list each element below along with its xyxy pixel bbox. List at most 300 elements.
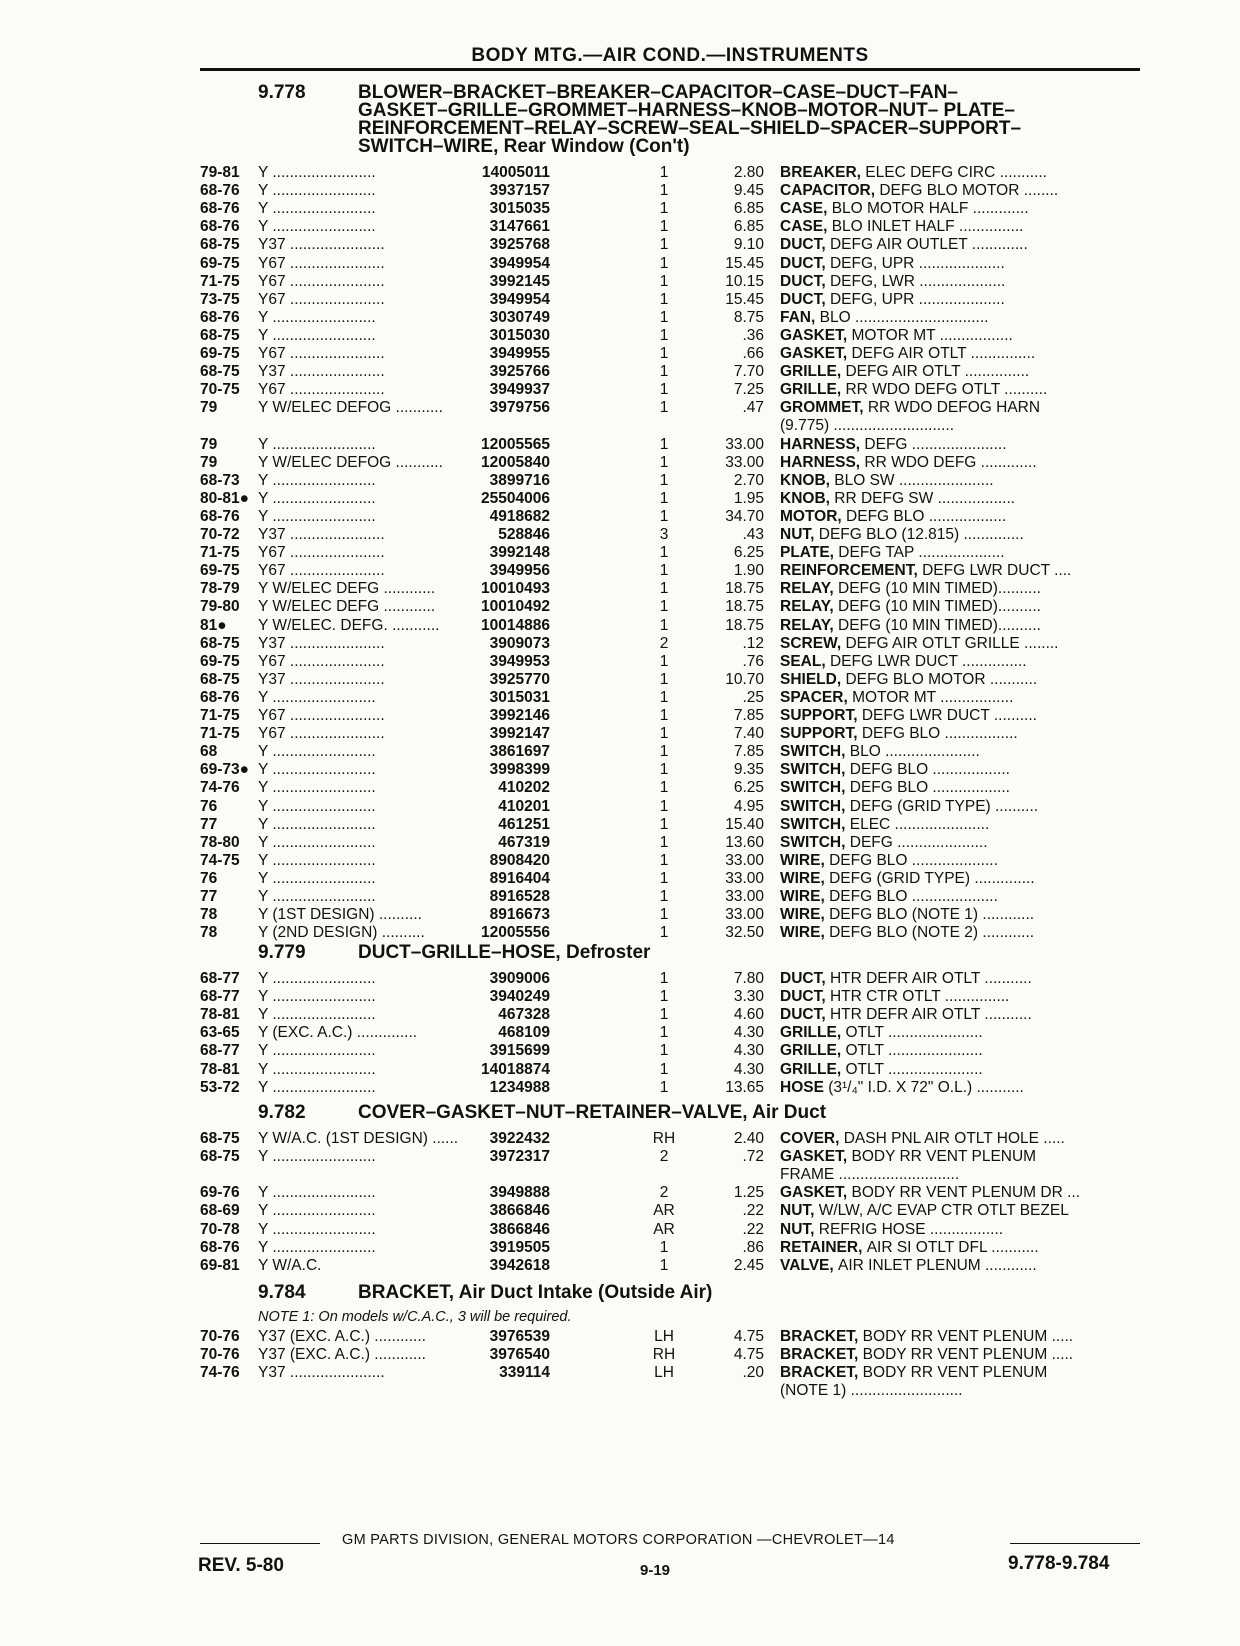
- part-number: 3015030: [489, 326, 550, 344]
- part-number: 3976539: [489, 1328, 550, 1345]
- part-number: 410201: [498, 797, 550, 815]
- quantity: 2: [659, 1184, 669, 1202]
- part-row: [200, 706, 1140, 725]
- quantity: 1: [659, 1060, 669, 1078]
- model-years: 79-80: [200, 598, 240, 616]
- description: GRILLE, OTLT ......................: [780, 1024, 983, 1042]
- description: WIRE, DEFG (GRID TYPE) ..............: [780, 869, 1035, 887]
- part-row: [200, 272, 1140, 291]
- description: SWITCH, ELEC ......................: [780, 815, 990, 833]
- part-number: 14005011: [481, 164, 550, 181]
- part-row: [200, 1256, 1140, 1275]
- model-years: 70-75: [200, 381, 240, 399]
- model-code: Y ........................: [258, 743, 376, 761]
- model-years: 68-76: [200, 200, 240, 218]
- price: .22: [742, 1220, 764, 1238]
- description: SEAL, DEFG LWR DUCT ...............: [780, 652, 1027, 670]
- model-years: 63-65: [200, 1024, 240, 1042]
- part-number: 3949888: [489, 1184, 550, 1202]
- description: VALVE, AIR INLET PLENUM ............: [780, 1256, 1037, 1274]
- model-years: 76: [200, 797, 218, 815]
- part-row: [200, 1165, 1140, 1184]
- model-code: Y67 ......................: [258, 381, 385, 399]
- price: 33.00: [725, 435, 764, 453]
- description: BRACKET, BODY RR VENT PLENUM: [780, 1364, 1048, 1382]
- part-row: [200, 199, 1140, 218]
- model-code: Y ........................: [258, 1006, 376, 1024]
- model-code: Y ........................: [258, 988, 376, 1006]
- description: DUCT, DEFG AIR OUTLET .............: [780, 236, 1028, 254]
- part-number: 3949955: [489, 345, 550, 362]
- part-number: 3992147: [489, 725, 550, 743]
- model-years: 68-75: [200, 670, 240, 688]
- model-code: Y ........................: [258, 182, 376, 200]
- part-number: 3949954: [489, 290, 550, 308]
- model-code: Y ........................: [258, 1238, 376, 1256]
- section-title-line: BRACKET, Air Duct Intake (Outside Air): [358, 1282, 713, 1303]
- model-code: Y67 ......................: [258, 290, 385, 308]
- price: 13.60: [725, 833, 764, 851]
- description: PLATE, DEFG TAP ....................: [780, 544, 1005, 562]
- part-row: [200, 1129, 1140, 1148]
- section-note: NOTE 1: On models w/C.A.C., 3 will be required.: [258, 1309, 572, 1325]
- description: DUCT, HTR CTR OTLT ...............: [780, 988, 1010, 1006]
- price: 8.75: [733, 308, 764, 326]
- part-number: 25504006: [481, 489, 550, 507]
- part-number: 3922432: [489, 1130, 550, 1147]
- part-row: [200, 362, 1140, 381]
- quantity: RH: [652, 1130, 676, 1147]
- model-code: Y ........................: [258, 1202, 376, 1220]
- quantity: 1: [659, 164, 669, 181]
- section-number: 9.778: [258, 82, 306, 103]
- model-code: Y ........................: [258, 869, 376, 887]
- section-title-line: GASKET–GRILLE–GROMMET–HARNESS–KNOB–MOTOR–NUT– PLATE–: [358, 100, 1015, 121]
- description: GASKET, MOTOR MT .................: [780, 326, 1013, 344]
- description: WIRE, DEFG BLO (NOTE 2) ............: [780, 924, 1035, 942]
- model-code: Y ........................: [258, 1184, 376, 1202]
- description: WIRE, DEFG BLO ....................: [780, 888, 998, 905]
- model-years: 68-77: [200, 1042, 240, 1060]
- quantity: 1: [659, 254, 669, 272]
- part-number: 3015031: [489, 688, 550, 706]
- description: KNOB, BLO SW ......................: [780, 471, 994, 489]
- model-code: Y67 ......................: [258, 652, 385, 670]
- price: 7.40: [733, 725, 764, 743]
- price: 18.75: [725, 598, 764, 616]
- part-number: 3992146: [489, 707, 550, 724]
- part-row: [200, 1381, 1140, 1400]
- description: HOSE (3¹/₄" I.D. X 72" O.L.) ...........: [780, 1078, 1024, 1096]
- model-years: 69-73●: [200, 761, 250, 779]
- model-code: Y67 ......................: [258, 254, 385, 272]
- price: .47: [742, 399, 764, 417]
- quantity: 1: [659, 562, 669, 580]
- price: 4.95: [733, 797, 764, 815]
- model-code: Y ........................: [258, 1042, 376, 1060]
- price: 2.70: [733, 471, 764, 489]
- model-code: Y ........................: [258, 164, 376, 181]
- description: REINFORCEMENT, DEFG LWR DUCT ....: [780, 562, 1072, 580]
- price: 1.25: [733, 1184, 764, 1202]
- description: WIRE, DEFG BLO ....................: [780, 851, 998, 869]
- description: BRACKET, BODY RR VENT PLENUM .....: [780, 1328, 1074, 1345]
- part-number: 14018874: [481, 1060, 550, 1078]
- section-title-line: DUCT–GRILLE–HOSE, Defroster: [358, 942, 651, 963]
- price: 15.45: [725, 290, 764, 308]
- quantity: 1: [659, 670, 669, 688]
- quantity: 1: [659, 1078, 669, 1096]
- model-years: 70-76: [200, 1328, 240, 1345]
- price: 10.15: [725, 272, 764, 290]
- model-code: Y67 ......................: [258, 725, 385, 743]
- part-row: [200, 634, 1140, 653]
- description: COVER, DASH PNL AIR OTLT HOLE .....: [780, 1130, 1065, 1147]
- model-years: 53-72: [200, 1078, 240, 1096]
- part-row: [200, 597, 1140, 616]
- part-row: [200, 579, 1140, 598]
- model-years: 69-76: [200, 1184, 240, 1202]
- model-code: Y ........................: [258, 688, 376, 706]
- model-code: Y67 ......................: [258, 562, 385, 580]
- model-code: Y ........................: [258, 326, 376, 344]
- price: 6.25: [733, 779, 764, 797]
- model-code: Y67 ......................: [258, 707, 385, 724]
- quantity: 1: [659, 743, 669, 761]
- part-row: [200, 1220, 1140, 1239]
- part-row: [200, 326, 1140, 345]
- quantity: 1: [659, 489, 669, 507]
- price: 18.75: [725, 616, 764, 634]
- description: SWITCH, DEFG .....................: [780, 833, 988, 851]
- part-number: 3992145: [489, 272, 550, 290]
- model-years: 68-75: [200, 1130, 240, 1147]
- part-number: 10014886: [481, 616, 550, 634]
- price: 33.00: [725, 453, 764, 471]
- quantity: 1: [659, 290, 669, 308]
- price: 33.00: [725, 906, 764, 924]
- description: SCREW, DEFG AIR OTLT GRILLE ........: [780, 634, 1059, 652]
- part-number: 468109: [498, 1024, 550, 1042]
- model-years: 68-75: [200, 363, 240, 381]
- part-row: [200, 797, 1140, 816]
- model-code: Y ........................: [258, 308, 376, 326]
- quantity: 1: [659, 580, 669, 598]
- quantity: 1: [659, 688, 669, 706]
- quantity: AR: [653, 1220, 675, 1238]
- price: .76: [742, 652, 764, 670]
- quantity: 1: [659, 707, 669, 724]
- quantity: 1: [659, 616, 669, 634]
- description: KNOB, RR DEFG SW ..................: [780, 489, 1016, 507]
- part-row: [200, 507, 1140, 526]
- quantity: LH: [654, 1364, 674, 1382]
- price: 4.30: [733, 1024, 764, 1042]
- quantity: 1: [659, 833, 669, 851]
- part-row: [200, 1060, 1140, 1079]
- price: 2.80: [733, 164, 764, 181]
- price: 7.85: [733, 707, 764, 724]
- description: SWITCH, BLO ......................: [780, 743, 980, 761]
- model-years: 69-75: [200, 562, 240, 580]
- part-row: [200, 471, 1140, 490]
- model-years: 71-75: [200, 544, 240, 562]
- part-number: 3030749: [489, 308, 550, 326]
- description: RETAINER, AIR SI OTLT DFL ...........: [780, 1238, 1039, 1256]
- description: (9.775) ............................: [780, 417, 954, 435]
- part-row: [200, 453, 1140, 472]
- description: CASE, BLO INLET HALF ...............: [780, 218, 1024, 236]
- description: DUCT, DEFG, UPR ....................: [780, 290, 1005, 308]
- part-row: [200, 616, 1140, 635]
- model-code: Y ........................: [258, 1078, 376, 1096]
- model-years: 79: [200, 399, 218, 417]
- model-years: 73-75: [200, 290, 240, 308]
- price: 18.75: [725, 580, 764, 598]
- model-code: Y ........................: [258, 1148, 376, 1166]
- price: .22: [742, 1202, 764, 1220]
- price: 15.40: [725, 815, 764, 833]
- section-number: 9.784: [258, 1282, 306, 1303]
- part-number: 8916673: [489, 906, 550, 924]
- price: 7.80: [733, 970, 764, 987]
- part-row: [200, 652, 1140, 671]
- part-row: [200, 923, 1140, 942]
- description: SWITCH, DEFG BLO ..................: [780, 779, 1010, 797]
- quantity: 1: [659, 544, 669, 562]
- quantity: 1: [659, 1006, 669, 1024]
- part-number: 3949937: [489, 381, 550, 399]
- model-code: Y (2ND DESIGN) ..........: [258, 924, 425, 942]
- description: NUT, W/LW, A/C EVAP CTR OTLT BEZEL: [780, 1202, 1069, 1220]
- part-row: [200, 1238, 1140, 1257]
- model-years: 79: [200, 435, 218, 453]
- description: SWITCH, DEFG BLO ..................: [780, 761, 1010, 779]
- part-number: 3919505: [489, 1238, 550, 1256]
- description: DUCT, DEFG, LWR ....................: [780, 272, 1006, 290]
- price: 10.70: [725, 670, 764, 688]
- quantity: 1: [659, 236, 669, 254]
- quantity: 1: [659, 888, 669, 905]
- part-number: 8908420: [489, 851, 550, 869]
- price: 4.60: [733, 1006, 764, 1024]
- part-number: 10010492: [481, 598, 550, 616]
- part-row: [200, 1345, 1140, 1364]
- quantity: 1: [659, 1238, 669, 1256]
- description: FRAME ............................: [780, 1166, 960, 1184]
- model-code: Y ........................: [258, 833, 376, 851]
- quantity: 1: [659, 988, 669, 1006]
- quantity: 1: [659, 453, 669, 471]
- model-code: Y ........................: [258, 435, 376, 453]
- model-years: 68-75: [200, 326, 240, 344]
- quantity: 1: [659, 815, 669, 833]
- model-years: 71-75: [200, 725, 240, 743]
- part-row: [200, 778, 1140, 797]
- quantity: 1: [659, 598, 669, 616]
- model-years: 68-76: [200, 507, 240, 525]
- model-code: Y ........................: [258, 489, 376, 507]
- part-number: 3866846: [489, 1220, 550, 1238]
- section-title-line: COVER–GASKET–NUT–RETAINER–VALVE, Air Duct: [358, 1102, 827, 1123]
- model-years: 77: [200, 815, 218, 833]
- quantity: AR: [653, 1202, 675, 1220]
- price: 13.65: [725, 1078, 764, 1096]
- model-code: Y ........................: [258, 851, 376, 869]
- part-number: 3937157: [489, 182, 550, 200]
- quantity: 1: [659, 218, 669, 236]
- description: (NOTE 1) ..........................: [780, 1382, 963, 1400]
- part-number: 3992148: [489, 544, 550, 562]
- part-number: 3915699: [489, 1042, 550, 1060]
- model-code: Y W/A.C. (1ST DESIGN) ......: [258, 1130, 459, 1147]
- part-row: [200, 525, 1140, 544]
- model-code: Y ........................: [258, 970, 376, 987]
- description: MOTOR, DEFG BLO ..................: [780, 507, 1007, 525]
- footer-rule-right: [1010, 1543, 1140, 1544]
- model-code: Y ........................: [258, 507, 376, 525]
- model-years: 68-75: [200, 634, 240, 652]
- price: .66: [742, 345, 764, 362]
- price: 7.85: [733, 743, 764, 761]
- model-code: Y ........................: [258, 218, 376, 236]
- price: .12: [742, 634, 764, 652]
- price: 9.45: [733, 182, 764, 200]
- part-number: 467319: [498, 833, 550, 851]
- model-years: 68-77: [200, 970, 240, 987]
- description: GRILLE, OTLT ......................: [780, 1060, 983, 1078]
- price: .25: [742, 688, 764, 706]
- model-years: 80-81●: [200, 489, 250, 507]
- description: NUT, REFRIG HOSE .................: [780, 1220, 1004, 1238]
- model-years: 68: [200, 743, 218, 761]
- part-number: 8916528: [489, 888, 550, 905]
- part-number: 3942618: [489, 1256, 550, 1274]
- model-years: 68-69: [200, 1202, 240, 1220]
- section-title-line: BLOWER–BRACKET–BREAKER–CAPACITOR–CASE–DUCT–FAN–: [358, 82, 958, 103]
- part-number: 3972317: [489, 1148, 550, 1166]
- part-row: [200, 905, 1140, 924]
- description: HARNESS, DEFG ......................: [780, 435, 1007, 453]
- quantity: 1: [659, 869, 669, 887]
- model-years: 69-75: [200, 345, 240, 362]
- price: .20: [742, 1364, 764, 1382]
- price: 3.30: [733, 988, 764, 1006]
- price: 7.25: [733, 381, 764, 399]
- part-row: [200, 1078, 1140, 1097]
- part-row: [200, 851, 1140, 870]
- model-years: 68-76: [200, 688, 240, 706]
- model-code: Y37 ......................: [258, 236, 385, 254]
- description: SHIELD, DEFG BLO MOTOR ...........: [780, 670, 1038, 688]
- model-years: 68-76: [200, 182, 240, 200]
- model-years: 68-75: [200, 236, 240, 254]
- model-years: 68-76: [200, 218, 240, 236]
- quantity: 1: [659, 363, 669, 381]
- description: DUCT, HTR DEFR AIR OTLT ...........: [780, 970, 1032, 987]
- model-code: Y37 ......................: [258, 363, 385, 381]
- part-row: [200, 815, 1140, 834]
- part-row: [200, 561, 1140, 580]
- quantity: 1: [659, 435, 669, 453]
- price: .36: [742, 326, 764, 344]
- description: SWITCH, DEFG (GRID TYPE) ..........: [780, 797, 1039, 815]
- description: GRILLE, RR WDO DEFG OTLT ..........: [780, 381, 1048, 399]
- description: NUT, DEFG BLO (12.815) ..............: [780, 526, 1024, 543]
- model-code: Y37 ......................: [258, 1364, 385, 1382]
- part-row: [200, 181, 1140, 200]
- part-row: [200, 1201, 1140, 1220]
- model-years: 70-72: [200, 526, 240, 543]
- part-number: 3015035: [489, 200, 550, 218]
- model-years: 78: [200, 906, 218, 924]
- quantity: 1: [659, 471, 669, 489]
- model-years: 69-75: [200, 254, 240, 272]
- page-number: 9-19: [640, 1562, 671, 1579]
- price: 34.70: [725, 507, 764, 525]
- footer-rule-left: [200, 1543, 320, 1544]
- model-code: Y37 (EXC. A.C.) ............: [258, 1328, 426, 1345]
- model-years: 74-76: [200, 1364, 240, 1382]
- model-years: 68-76: [200, 1238, 240, 1256]
- price: 33.00: [725, 869, 764, 887]
- part-number: 339114: [499, 1364, 550, 1382]
- price: 4.30: [733, 1060, 764, 1078]
- part-number: 3866846: [489, 1202, 550, 1220]
- price: .86: [742, 1238, 764, 1256]
- part-number: 3909006: [489, 970, 550, 987]
- part-number: 3925766: [489, 363, 550, 381]
- title-rule: [200, 68, 1140, 71]
- model-years: 78-81: [200, 1060, 240, 1078]
- section-range: 9.778-9.784: [1008, 1553, 1110, 1574]
- description: RELAY, DEFG (10 MIN TIMED)..........: [780, 598, 1041, 616]
- part-number: 1234988: [489, 1078, 550, 1096]
- quantity: LH: [654, 1328, 674, 1345]
- model-code: Y W/ELEC DEFOG ...........: [258, 453, 443, 471]
- quantity: 1: [659, 1024, 669, 1042]
- model-code: Y ........................: [258, 1060, 376, 1078]
- model-code: Y37 (EXC. A.C.) ............: [258, 1346, 426, 1364]
- description: SUPPORT, DEFG LWR DUCT ..........: [780, 707, 1037, 724]
- part-number: 3949954: [489, 254, 550, 272]
- model-years: 78-79: [200, 580, 240, 598]
- quantity: 1: [659, 761, 669, 779]
- description: RELAY, DEFG (10 MIN TIMED)..........: [780, 580, 1041, 598]
- part-row: [200, 869, 1140, 888]
- part-number: 3909073: [489, 634, 550, 652]
- quantity: 1: [659, 851, 669, 869]
- part-number: 3925770: [489, 670, 550, 688]
- quantity: 1: [659, 345, 669, 362]
- price: 1.90: [733, 562, 764, 580]
- price: 15.45: [725, 254, 764, 272]
- model-code: Y ........................: [258, 797, 376, 815]
- model-code: Y67 ......................: [258, 272, 385, 290]
- model-code: Y ........................: [258, 815, 376, 833]
- model-code: Y W/ELEC DEFG ............: [258, 598, 436, 616]
- part-row: [200, 760, 1140, 779]
- model-code: Y37 ......................: [258, 670, 385, 688]
- description: CASE, BLO MOTOR HALF .............: [780, 200, 1029, 218]
- quantity: 3: [659, 526, 669, 543]
- part-number: 528846: [498, 526, 550, 543]
- quantity: 1: [659, 308, 669, 326]
- quantity: 1: [659, 272, 669, 290]
- part-row: [200, 1005, 1140, 1024]
- part-row: [200, 1041, 1140, 1060]
- model-code: Y67 ......................: [258, 544, 385, 562]
